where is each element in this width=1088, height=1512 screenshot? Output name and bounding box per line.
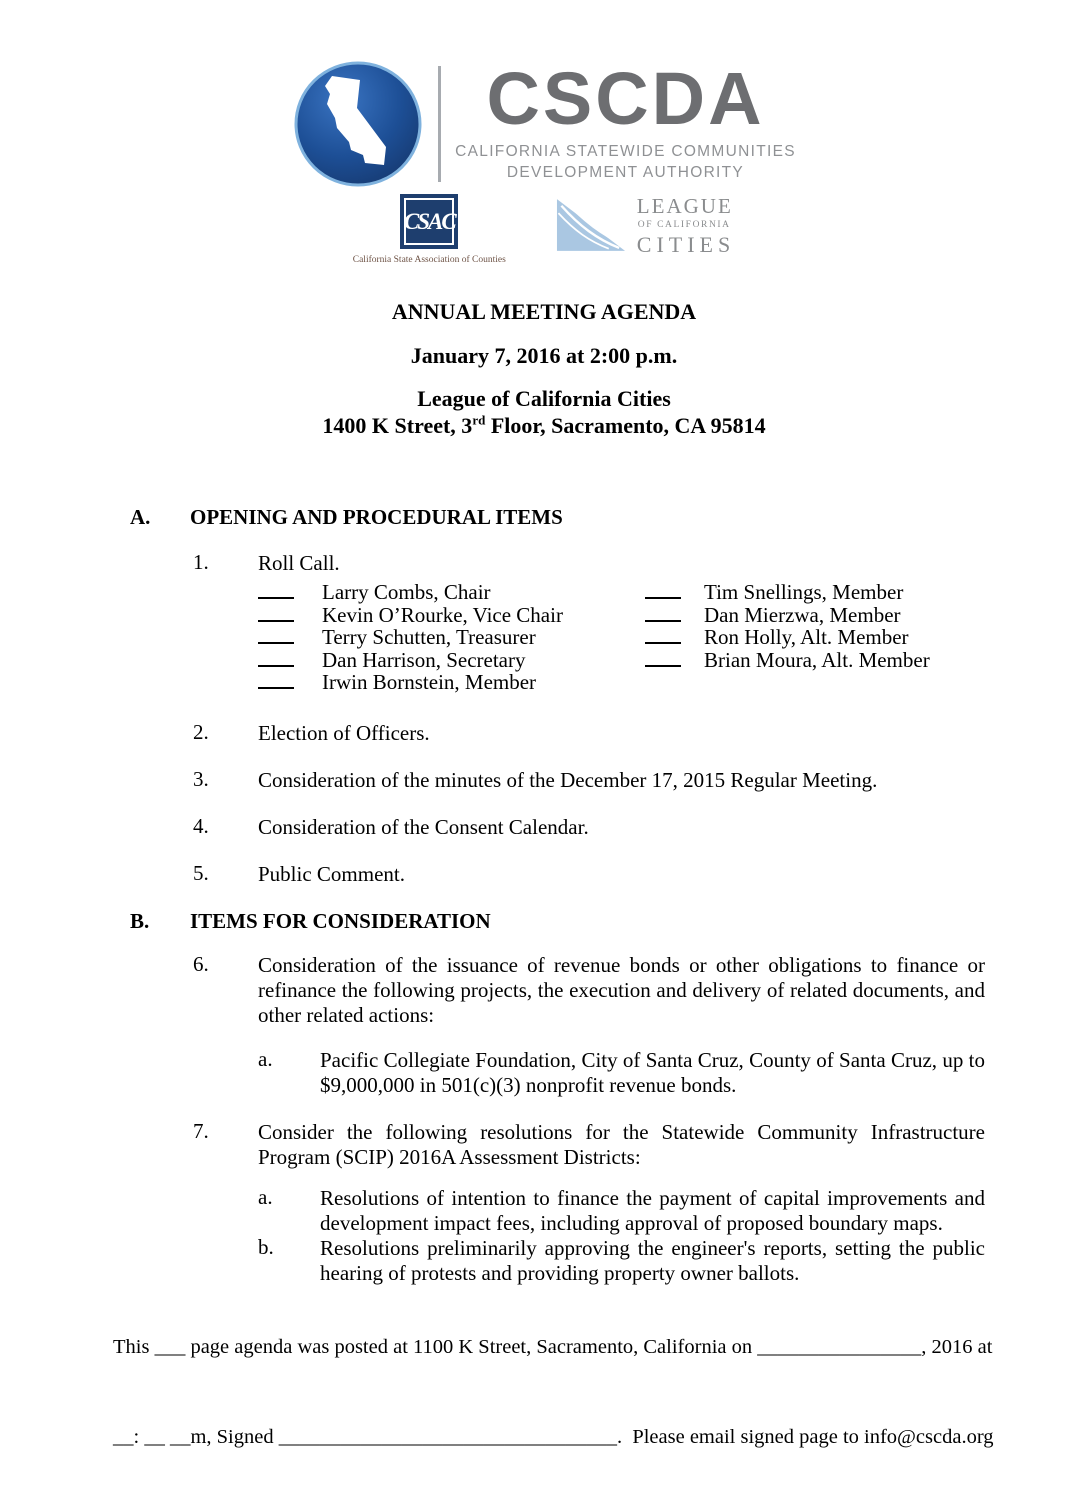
item-2-text: Election of Officers.: [258, 720, 430, 745]
league-of-california-cities-logo: [554, 196, 735, 256]
agenda-content: [0, 506, 1088, 1286]
signature-blank-line: [258, 582, 294, 599]
signature-blank-line: [645, 650, 681, 667]
agenda-item-4: [193, 815, 1088, 840]
csac-acronym: CSAC: [403, 208, 455, 234]
item-7-text: Consider the following resolutions for the Statewide Community Infrastructure Program (SCIP) 2016A Assessment Districts:: [258, 1119, 985, 1169]
signature-blank-line: [645, 627, 681, 644]
league-swoosh-icon: [554, 196, 628, 254]
roll-call-entry: [258, 604, 645, 627]
roll-call-name: Kevin O’Rourke, Vice Chair: [322, 602, 563, 627]
roll-call-entry: [645, 581, 1088, 604]
roll-call-entry: [258, 671, 645, 694]
item-6a-letter: a.: [258, 1046, 273, 1071]
roll-call-left-column: [258, 581, 645, 694]
meeting-datetime: January 7, 2016 at 2:00 p.m.: [410, 343, 678, 368]
item-7a-letter: a.: [258, 1184, 273, 1209]
footer-line-2: __: __ __m, Signed _________________________________. Please email signed page to info@cscda.org: [113, 1426, 994, 1448]
csac-logo-inner-border: [404, 198, 454, 245]
item-6-number: 6.: [193, 951, 209, 976]
roll-call-entry: [258, 581, 645, 604]
item-2-number: 2.: [193, 719, 209, 744]
roll-call-list: [258, 581, 1088, 694]
meeting-venue: League of California Cities: [417, 386, 671, 411]
item-4-text: Consideration of the Consent Calendar.: [258, 814, 589, 839]
item-6-text: Consideration of the issuance of revenue bonds or other obligations to finance or refinance the following projects, the execution and delivery of related documents, and other related actions:: [258, 952, 985, 1027]
title-block: [0, 298, 1088, 439]
document-title: ANNUAL MEETING AGENDA: [391, 299, 697, 324]
cscda-logo-text: [455, 57, 796, 183]
roll-call-entry: [645, 626, 1088, 649]
agenda-item-3: [193, 768, 1088, 793]
signature-blank-line: [258, 650, 294, 667]
section-b-heading: [130, 910, 1088, 933]
csac-logo-box: [400, 194, 458, 249]
item-1-number: 1.: [193, 550, 209, 574]
league-word: LEAGUE: [636, 194, 733, 218]
cscda-logo: [0, 57, 1088, 188]
roll-call-name: Terry Schutten, Treasurer: [322, 625, 536, 649]
signature-blank-line: [258, 627, 294, 644]
footer-line-1: This ___ page agenda was posted at 1100 K Street, Sacramento, California on ________________, 2016 at: [113, 1336, 993, 1358]
csac-logo: [353, 194, 506, 265]
item-7b-letter: b.: [258, 1234, 274, 1259]
logo-divider: [438, 66, 441, 182]
section-a-title: OPENING AND PROCEDURAL ITEMS: [190, 505, 563, 529]
address-part1: 1400 K Street, 3: [322, 413, 473, 438]
csac-caption: California State Association of Counties: [352, 255, 506, 265]
item-6a-text: Pacific Collegiate Foundation, City of Santa Cruz, County of Santa Cruz, up to $9,000,000 in 501(c)(3) nonprofit revenue bonds.: [320, 1047, 985, 1097]
roll-call-name: Ron Holly, Alt. Member: [704, 625, 909, 649]
item-7b-text: Resolutions preliminarily approving the engineer's reports, setting the public hearing of protests and providing property owner ballots.: [320, 1235, 985, 1285]
league-cities: CITIES: [636, 231, 736, 257]
cscda-tagline-line2: DEVELOPMENT AUTHORITY: [506, 163, 745, 181]
cscda-acronym: CSCDA: [486, 57, 765, 141]
roll-call-name: Dan Mierzwa, Member: [704, 602, 901, 627]
roll-call-entry: [258, 649, 645, 672]
agenda-item-7: [193, 1120, 1088, 1170]
address-ordinal-superscript: rd: [472, 412, 486, 428]
agenda-item-5: [193, 862, 1088, 887]
signature-blank-line: [258, 672, 294, 689]
section-a-letter: A.: [130, 505, 151, 529]
agenda-item-1: [193, 551, 1088, 576]
league-of-california: OF CALIFORNIA: [637, 220, 731, 230]
roll-call-right-column: [645, 581, 1088, 694]
roll-call-name: Dan Harrison, Secretary: [322, 647, 526, 672]
meeting-address: [0, 412, 1088, 439]
agenda-item-7a: [258, 1186, 1088, 1236]
item-5-number: 5.: [193, 860, 209, 885]
california-globe-icon: [292, 60, 424, 188]
item-1-text: Roll Call.: [258, 551, 340, 575]
roll-call-entry: [258, 626, 645, 649]
posting-certification-footer: [113, 1272, 995, 1512]
agenda-item-6: [193, 953, 1088, 1028]
partner-logos: [0, 194, 1088, 265]
league-logo-text: [637, 196, 735, 256]
address-part2: Floor, Sacramento, CA 95814: [485, 413, 766, 438]
cscda-tagline: [455, 142, 796, 184]
agenda-item-2: [193, 721, 1088, 746]
section-b-letter: B.: [130, 908, 150, 933]
signature-blank-line: [645, 605, 681, 622]
roll-call-name: Brian Moura, Alt. Member: [704, 647, 930, 672]
item-5-text: Public Comment.: [258, 861, 405, 886]
signature-blank-line: [258, 605, 294, 622]
roll-call-entry: [645, 649, 1088, 672]
roll-call-name: Larry Combs, Chair: [322, 580, 491, 604]
item-7a-text: Resolutions of intention to finance the payment of capital improvements and development impact fees, including approval of proposed boundary maps.: [320, 1185, 985, 1235]
section-b-title: ITEMS FOR CONSIDERATION: [190, 908, 491, 933]
cscda-tagline-line1: CALIFORNIA STATEWIDE COMMUNITIES: [455, 142, 796, 160]
agenda-item-6a: [258, 1048, 1088, 1098]
roll-call-name: Irwin Bornstein, Member: [322, 670, 537, 694]
signature-blank-line: [645, 582, 681, 599]
item-4-number: 4.: [193, 813, 209, 838]
roll-call-entry: [645, 604, 1088, 627]
roll-call-name: Tim Snellings, Member: [704, 580, 904, 604]
section-a-heading: [130, 506, 1088, 529]
item-7-number: 7.: [193, 1118, 209, 1143]
item-3-text: Consideration of the minutes of the December 17, 2015 Regular Meeting.: [258, 767, 878, 792]
item-3-number: 3.: [193, 766, 209, 791]
